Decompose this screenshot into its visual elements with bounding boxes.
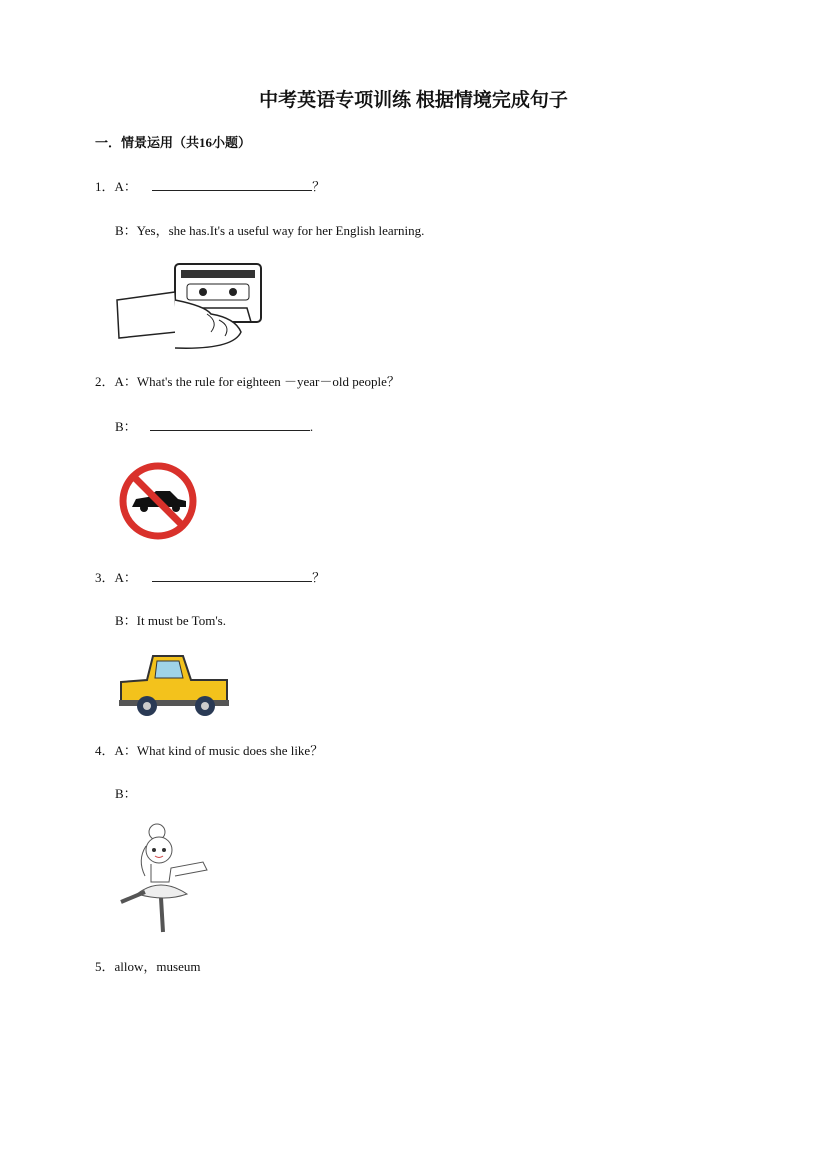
question-4-a: [95, 743, 323, 759]
answer-blank[interactable]: [150, 418, 310, 431]
page-title: 中考英语专项训练 根据情境完成句子: [259, 90, 568, 111]
answer-blank[interactable]: [152, 569, 312, 582]
answer-blank[interactable]: [152, 178, 312, 191]
question-3-b: [115, 613, 226, 629]
question-number: 2．: [95, 374, 115, 389]
question-mark: ？: [312, 179, 326, 194]
ballerina-girl-image: [115, 820, 215, 940]
question-text: allow，museum: [114, 959, 201, 974]
question-mark: ？: [312, 570, 326, 585]
speaker-b-text: Yes，she has.It's a useful way for her English learning.: [136, 223, 425, 238]
question-1-b: [115, 223, 424, 239]
question-number: 4．: [95, 743, 115, 758]
no-driving-sign-image: [118, 461, 198, 541]
speaker-a-text: What's the rule for eighteen －year－old people？: [136, 374, 400, 389]
question-1-a: [95, 178, 325, 195]
speaker-a-label: A：: [114, 743, 137, 758]
speaker-b-label: B：: [115, 223, 137, 238]
question-number: 5．: [95, 959, 115, 974]
question-3-a: [95, 569, 325, 586]
question-2-b: [115, 418, 313, 435]
question-4-b: [115, 786, 137, 802]
speaker-a-label: A：: [114, 179, 137, 194]
speaker-b-label: B：: [115, 613, 137, 628]
section-heading: 一．情景运用（共16小题）: [95, 135, 252, 150]
speaker-b-text: It must be Tom's.: [136, 613, 226, 628]
question-2-a: [95, 374, 400, 390]
question-5: [95, 959, 200, 975]
period: .: [309, 419, 314, 434]
question-number: 1．: [95, 179, 115, 194]
cassette-tape-in-hand-image: [115, 262, 267, 352]
speaker-b-label: B：: [115, 786, 137, 801]
speaker-b-label: B：: [115, 419, 137, 434]
speaker-a-label: A：: [114, 570, 137, 585]
yellow-pickup-truck-image: [117, 652, 231, 718]
speaker-a-label: A：: [114, 374, 137, 389]
speaker-a-text: What kind of music does she like？: [136, 743, 324, 758]
question-number: 3．: [95, 570, 115, 585]
